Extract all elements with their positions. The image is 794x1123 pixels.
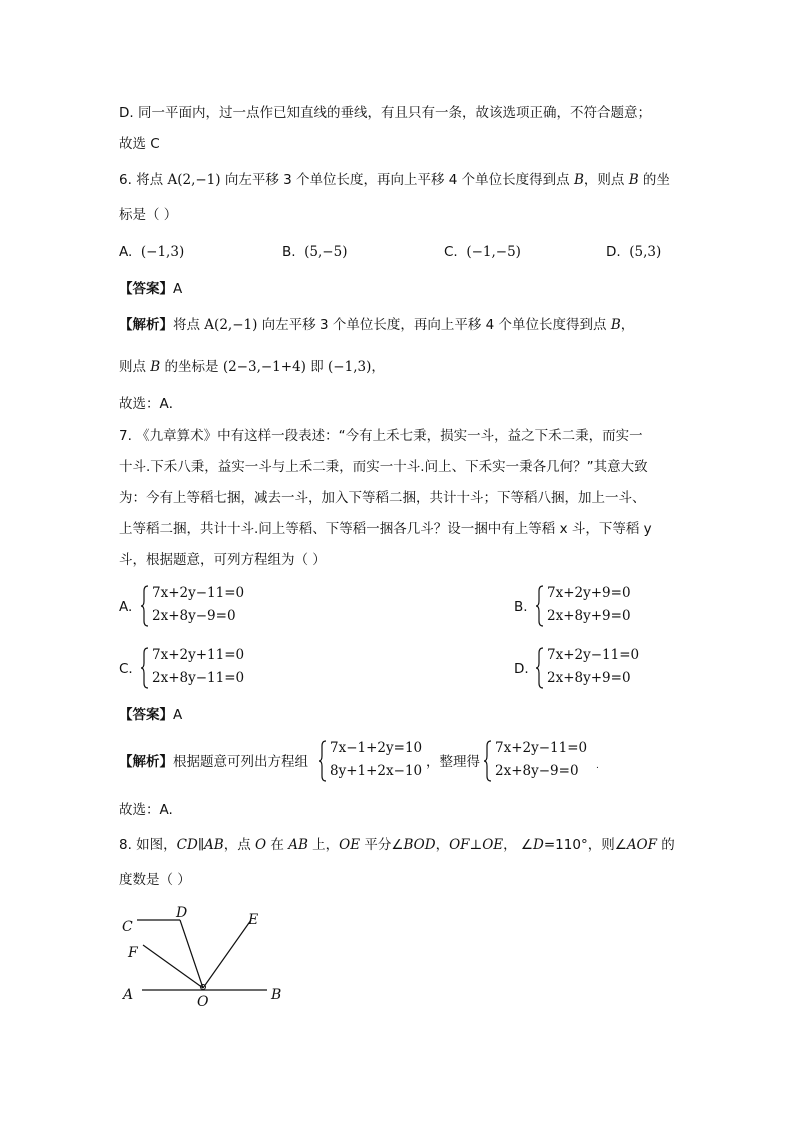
- q7-stem-line2: 十斗.下禾八秉，益实一斗与上禾二秉，而实一十斗.问上、下禾实一秉各几何？”其意大致: [119, 459, 648, 475]
- choose-c-text: 故选 C: [119, 136, 160, 152]
- segment-do: [180, 920, 203, 988]
- q6-point-a: A(2,−1): [167, 172, 221, 188]
- q8-stem-line2: 度数是（ ）: [119, 872, 191, 888]
- q6-option-b: B. (5,−5): [282, 244, 348, 260]
- q7-analysis-system2: 7x+2y−11=0 2x+8y−9=0: [483, 740, 603, 782]
- brace-icon: [140, 585, 150, 627]
- q7-answer: 【答案】A: [119, 707, 183, 723]
- q7-analysis-organize: ，整理得: [426, 754, 480, 770]
- q8-stem-line1: 8. 如图，CD∥AB，点 O 在 AB 上，OE 平分∠BOD，OF⊥OE， ∠D=110°，则∠AOF 的: [119, 837, 675, 853]
- q6-option-a: A. (−1,3): [119, 244, 185, 260]
- q7-option-d-label: D.: [514, 661, 529, 677]
- q7-option-b-label: B.: [514, 599, 528, 615]
- q7-analysis-dot: .: [596, 761, 599, 771]
- ray-of: [143, 945, 203, 988]
- d-option-text: D. 同一平面内，过一点作已知直线的垂线，有且只有一条，故该选项正确，不符合题意；: [119, 105, 651, 121]
- q7-option-b-system: 7x+2y+9=0 2x+8y+9=0: [535, 585, 675, 627]
- q7-stem-line3: 为：今有上等稻七捆，减去一斗，加入下等稻二捆，共计十斗；下等稻八捆，加上一斗、: [119, 490, 646, 506]
- q6-choose: 故选：A．: [119, 396, 183, 412]
- label-d: D: [176, 905, 188, 921]
- label-c: C: [122, 919, 133, 935]
- q6-option-d: D. (5,3): [606, 244, 662, 260]
- q6-analysis-line1: 【解析】将点 A(2,−1) 向左平移 3 个单位长度，再向上平移 4 个单位长度得到点 B，: [119, 317, 635, 333]
- q7-option-a-label: A.: [119, 599, 133, 615]
- label-o: O: [197, 994, 209, 1010]
- label-e: E: [248, 912, 259, 928]
- q7-choose: 故选：A.: [119, 802, 173, 818]
- q6-stem-line1: 6. 将点 A(2,−1) 向左平移 3 个单位长度，再向上平移 4 个单位长度得到点 B，则点 B 的坐: [119, 172, 670, 188]
- q6-stem-line2: 标是（ ）: [119, 207, 178, 223]
- q7-stem-line1: 7. 《九章算术》中有这样一段表述：“今有上禾七秉，损实一斗，益之下禾二秉，而实一: [119, 428, 643, 444]
- q7-option-d-system: 7x+2y−11=0 2x+8y+9=0: [535, 647, 675, 689]
- brace-icon: [483, 740, 493, 782]
- label-f: F: [128, 945, 138, 961]
- q6-analysis-line2: 则点 B 的坐标是 (2−3,−1+4) 即 (−1,3)，: [119, 359, 385, 375]
- q7-stem-line5: 斗，根据题意，可列方程组为（ ）: [119, 552, 326, 568]
- q6-answer: 【答案】A: [119, 281, 183, 297]
- brace-icon: [535, 647, 545, 689]
- q7-analysis-system1: 7x−1+2y=10 8y+1+2x−10: [318, 740, 428, 782]
- q7-stem-line4: 上等稻二捆，共计十斗.问上等稻、下等稻一捆各几斗？设一捆中有上等稻 x 斗，下等稻 y: [119, 521, 652, 537]
- brace-icon: [318, 740, 328, 782]
- ray-oe: [203, 920, 251, 988]
- q7-option-c-system: 7x+2y+11=0 2x+8y−11=0: [140, 647, 280, 689]
- q7-option-a-system: 7x+2y−11=0 2x+8y−9=0: [140, 585, 280, 627]
- label-b: B: [271, 987, 282, 1003]
- brace-icon: [535, 585, 545, 627]
- q7-analysis-text: 【解析】根据题意可列出方程组: [119, 754, 308, 770]
- q6-option-c: C. (−1,−5): [444, 244, 521, 260]
- q8-geometry-figure: [110, 900, 300, 1015]
- q7-option-c-label: C.: [119, 661, 133, 677]
- brace-icon: [140, 647, 150, 689]
- label-a: A: [123, 987, 134, 1003]
